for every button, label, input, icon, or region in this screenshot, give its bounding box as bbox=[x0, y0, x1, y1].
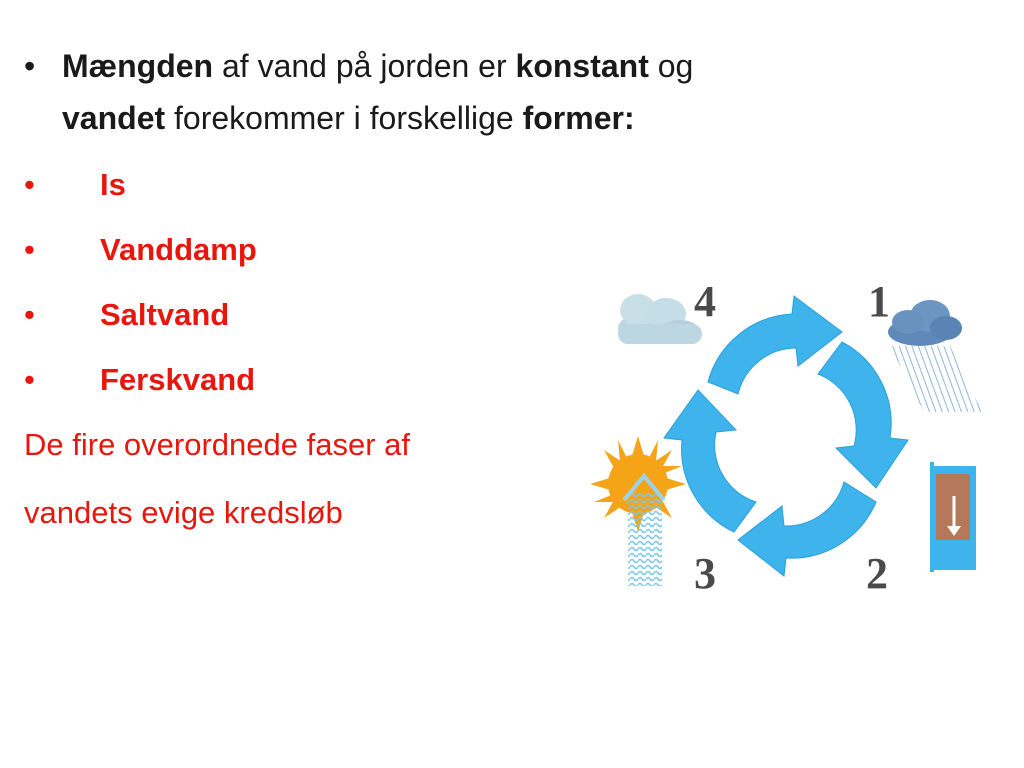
word-former: former: bbox=[522, 100, 635, 136]
ground-infiltration-icon bbox=[930, 462, 976, 572]
bullet: • bbox=[24, 48, 36, 84]
bullet: • bbox=[24, 167, 35, 202]
sun-evaporation-icon bbox=[590, 436, 686, 586]
cloud-icon bbox=[618, 294, 702, 344]
arrow-left bbox=[664, 390, 756, 532]
arrow-top bbox=[708, 296, 842, 394]
list-item-label: Is bbox=[100, 167, 126, 202]
bullet: • bbox=[24, 362, 35, 397]
text-segment: forekommer i forskellige bbox=[165, 100, 523, 136]
arrow-bottom bbox=[738, 482, 876, 576]
cloud-rain-icon bbox=[888, 300, 982, 412]
text-segment: og bbox=[648, 48, 694, 84]
list-item-label: Vanddamp bbox=[100, 232, 257, 267]
caption-line-2: vandets evige kredsløb bbox=[24, 495, 343, 530]
word-vandet: vandet bbox=[62, 100, 166, 136]
phase-number-2: 2 bbox=[866, 549, 888, 598]
text-segment: af vand på jorden er bbox=[213, 48, 516, 84]
caption-line-1: De fire overordnede faser af bbox=[24, 427, 410, 462]
arrow-right bbox=[818, 342, 908, 488]
intro-text bbox=[62, 40, 904, 144]
phase-number-4: 4 bbox=[694, 277, 716, 326]
word-konstant: konstant bbox=[515, 48, 649, 84]
phase-number-3: 3 bbox=[694, 549, 716, 598]
water-cycle-diagram bbox=[590, 270, 990, 600]
water-cycle-svg bbox=[590, 270, 990, 600]
intro-paragraph bbox=[24, 40, 904, 144]
bullet: • bbox=[24, 297, 35, 332]
word-maengden: Mængden bbox=[62, 48, 214, 84]
phase-number-1: 1 bbox=[868, 277, 890, 326]
list-item-label: Saltvand bbox=[100, 297, 230, 332]
list-item-label: Ferskvand bbox=[100, 362, 256, 397]
bullet: • bbox=[24, 232, 35, 267]
